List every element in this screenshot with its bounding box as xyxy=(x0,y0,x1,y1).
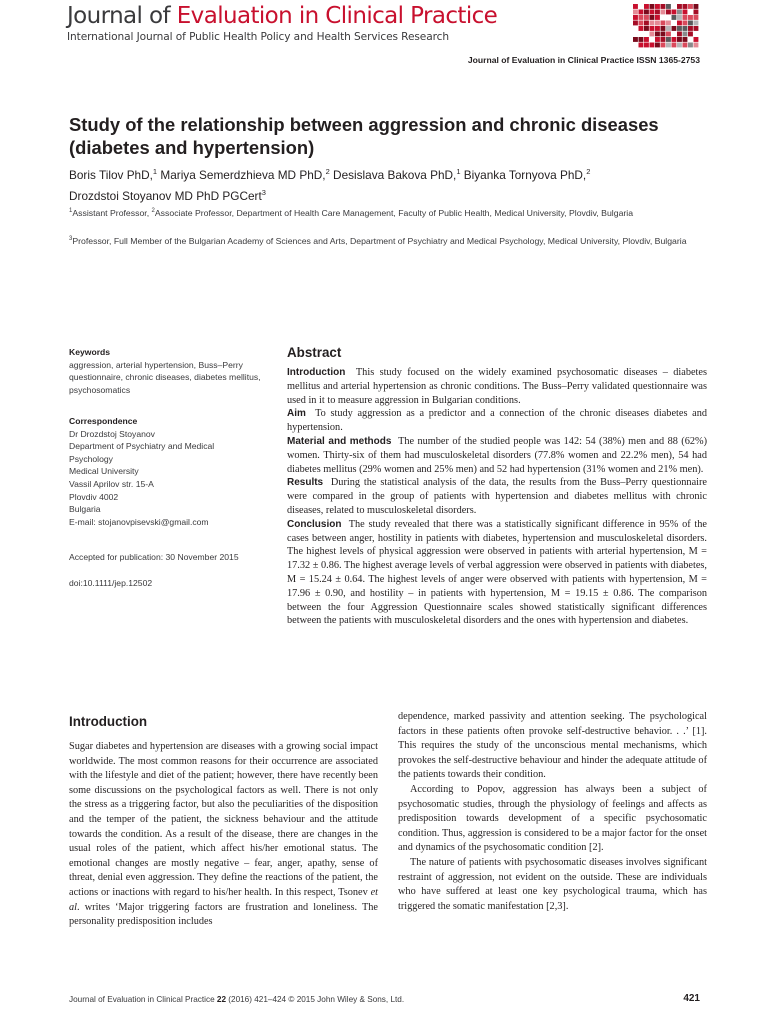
issn-line: Journal of Evaluation in Clinical Practice ISSN 1365-2753 xyxy=(467,55,700,65)
author-5-affil: 3 xyxy=(261,187,266,197)
author-4: Biyanka Tornyova PhD, xyxy=(463,167,587,182)
author-5: Drozdstoi Stoyanov MD PhD PGCert xyxy=(69,188,262,203)
page-footer xyxy=(69,995,404,1004)
keywords-text: aggression, arterial hypertension, Buss–Perry questionnaire, chronic diseases, diabetes mellitus, psychosomatics xyxy=(69,359,261,395)
author-2: Mariya Semerdzhieva MD PhD, xyxy=(160,167,326,182)
journal-title-name: Evaluation in Clinical Practice xyxy=(176,3,498,29)
doi-link[interactable]: doi:10.1111/jep.12502 xyxy=(69,578,153,588)
abstract-introduction xyxy=(287,366,707,407)
affil-text: Professor, Full Member of the Bulgarian Academy of Sciences and Arts, Department of Psychiatry and Medical Psychology, Medical University, Plovdiv, Bulgaria xyxy=(72,235,687,246)
author-list xyxy=(69,163,709,205)
author-4-affil: 2 xyxy=(586,167,591,176)
intro-paragraph-1-cont: dependence, marked passivity and attention seeking. The psychological factors in these patients often provoke self-destructive behavior. . .’ [1]. This requires the study of the unconscious mental mechanisms, which provokes the self-destructive behaviour and hinder the adequate attitude of the patients towards their condition. xyxy=(398,711,707,781)
article-title: Study of the relationship between aggression and chronic diseases (diabetes and hypertension) xyxy=(69,114,659,158)
abstract-body xyxy=(287,366,707,628)
intro-paragraph-3: The nature of patients with psychosomatic diseases involves significant restraint of aggression, not evident on the outside. These are individuals who have suffered at least one key psychological trauma, which has triggered the somatic manifestation [2,3]. xyxy=(398,856,707,912)
paragraph-text-italic: et al xyxy=(69,886,378,913)
author-3-affil: 1 xyxy=(456,167,461,176)
paragraph-text: Sugar diabetes and hypertension are diseases with a growing social impact worldwide. The most common reasons for their occurrence are associated with the lifestyle and diet of the patient; however, there have recently been some discussions on the psychological factors as well. There is not only the stress as a triggering factor, but also the peculiarities of the disposition and the temper of the patient, the sickness behaviour and the attitude towards the condition. As a result of the disease, there are changes in the usual roles of the patient, which affect his/her emotional status. The emotional changes are mostly negative – fear, anger, apathy, sense of threat, denial even aggression. They define the reactions of the patient, the actions or inactions with regard to his/her health. In this respect, Tsonev xyxy=(69,741,378,898)
accepted-date: Accepted for publication: 30 November 2015 xyxy=(69,552,239,562)
correspondence-line: Medical University xyxy=(69,466,139,477)
journal-logo-icon xyxy=(633,4,700,48)
journal-title-prefix: Journal of xyxy=(67,3,177,29)
affiliation-1 xyxy=(69,205,709,220)
abstract-results xyxy=(287,476,707,517)
abstract-aim xyxy=(287,407,707,435)
affil-text: Assistant Professor, xyxy=(72,207,152,218)
abstract-label: Aim xyxy=(287,408,306,420)
abstract-text: The number of the studied people was 142: 54 (38%) men and 88 (62%) women. Thirty-six of them had musculoskeletal disorders (77.8% women and 22.2% men), 54 had diabetes mellitus (29% women and 25% men) and 52 had hypertension (31% women and 21% men). xyxy=(287,435,707,475)
correspondence-line: Psychology xyxy=(69,453,113,464)
correspondence-line: Dr Drozdstoj Stoyanov xyxy=(69,428,155,439)
intro-paragraph-2: According to Popov, aggression has always been a subject of psychosomatic studies, through the physiology of feelings and affects as predisposition towards development of a specific psychosomatic condition. Thus, aggression is considered to be a major factor for the onset and dynamics of the psychosomatic condition [2]. xyxy=(398,783,707,854)
correspondence-block xyxy=(69,415,269,528)
abstract-label: Conclusion xyxy=(287,518,342,530)
body-column-right xyxy=(398,710,707,914)
journal-subtitle: International Journal of Public Health Policy and Health Services Research xyxy=(67,31,449,43)
abstract-heading: Abstract xyxy=(287,345,342,360)
affil-sup: 1 xyxy=(69,208,73,214)
footer-volume: 22 xyxy=(216,995,227,1004)
correspondence-line: Bulgaria xyxy=(69,504,101,515)
correspondence-line: Plovdiv 4002 xyxy=(69,491,119,502)
correspondence-heading: Correspondence xyxy=(69,416,138,426)
abstract-label: Introduction xyxy=(287,367,346,378)
abstract-text: To study aggression as a predictor and a connection of the chronic diseases diabetes and hypertension. xyxy=(287,408,707,434)
footer-journal: Journal of Evaluation in Clinical Practice xyxy=(69,995,217,1004)
journal-masthead xyxy=(67,4,700,48)
abstract-text: The study revealed that there was a statistically significant difference in 95% of the cases between anger, hostility in patients with diabetes, hypertension and musculoskeletal disorders. The highest levels of physical aggression were observed in patients with arterial hypertension, M = 17.32 ± 0.86. The highest average levels of verbal aggression were observed in patients with diabetes, M = 15.24 ± 0.64. The highest levels of anger were observed with patients with hypertension, M = 17.96 ± 0.90, and hostility – in patients with hypertension, M = 19.15 ± 0.86. The comparison between the four Aggression Questionnaire scales showed statistically significant differences between the patients with musculoskeletal disorders and the ones with hypertension and diabetes. xyxy=(287,518,707,627)
author-1-affil: 1 xyxy=(152,167,158,176)
intro-paragraph-1 xyxy=(69,740,378,930)
affil-sup: 2 xyxy=(151,208,155,214)
abstract-text: During the statistical analysis of the data, the results from the Buss–Perry questionnaire were compared in the group of patients with hypertension and diabetes mellitus with chronic diseases, related to musculoskeletal disorders. xyxy=(287,477,707,516)
introduction-heading: Introduction xyxy=(69,714,148,729)
abstract-conclusion xyxy=(287,518,707,628)
abstract-label: Results xyxy=(287,477,324,489)
author-2-affil: 2 xyxy=(325,167,330,176)
abstract-label: Material and methods xyxy=(287,435,392,447)
paragraph-text: . writes ‘Major triggering factors are frustration and loneliness. The personality predisposition includes xyxy=(69,901,378,928)
affil-sup: 3 xyxy=(69,236,73,242)
body-column-left xyxy=(69,740,378,930)
correspondence-line: Vassil Aprilov str. 15-A xyxy=(69,478,154,489)
affiliation-2 xyxy=(69,233,709,248)
footer-citation: (2016) 421–424 © 2015 John Wiley & Sons, Ltd. xyxy=(226,995,405,1004)
correspondence-email[interactable]: E-mail: stojanovpisevski@gmail.com xyxy=(69,516,209,527)
page-number: 421 xyxy=(683,993,700,1004)
keywords-block xyxy=(69,346,269,396)
keywords-heading: Keywords xyxy=(69,347,111,357)
journal-title xyxy=(67,2,497,30)
correspondence-line: Department of Psychiatry and Medical xyxy=(69,441,215,452)
abstract-methods xyxy=(287,435,707,476)
author-3: Desislava Bakova PhD, xyxy=(333,167,457,182)
abstract-text: This study focused on the widely examined psychosomatic diseases – diabetes mellitus and arterial hypertension as chronic conditions. The Buss–Perry validated questionnaire was used in it to measure aggression in Bulgarian conditions. xyxy=(287,367,707,406)
author-1: Boris Tilov PhD, xyxy=(69,167,153,182)
affil-text: Associate Professor, Department of Health Care Management, Faculty of Public Health, Medical University, Plovdiv, Bulgaria xyxy=(154,207,634,218)
